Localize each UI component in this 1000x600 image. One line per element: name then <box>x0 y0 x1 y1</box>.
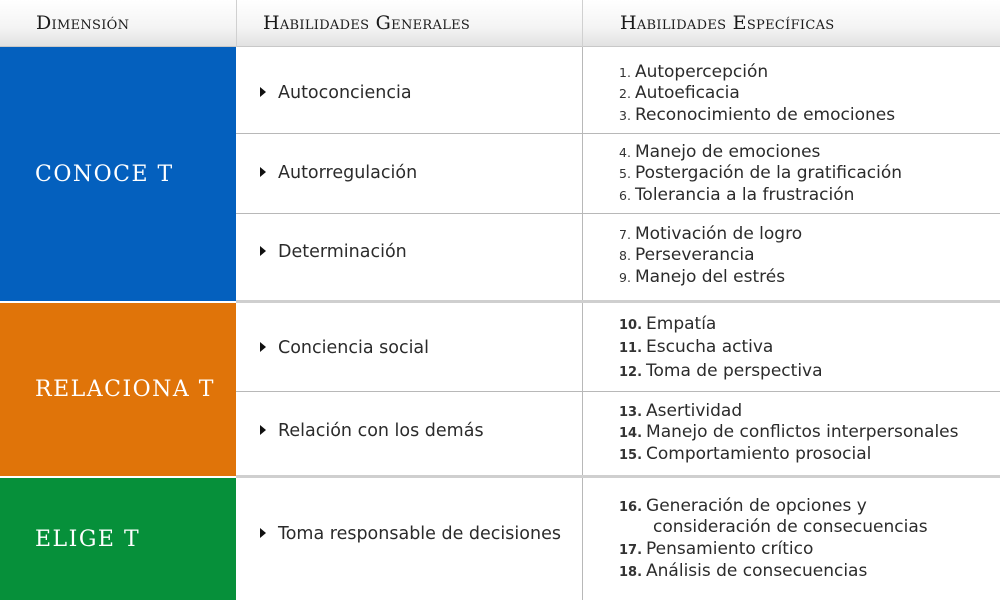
dimension-relaciona-t: RELACIONA T <box>0 303 236 476</box>
specific-skill-item: 4. Manejo de emociones <box>619 142 821 162</box>
column-divider <box>582 47 583 600</box>
dimension-elige-t: ELIGE T <box>0 478 236 600</box>
triangle-bullet-icon <box>260 528 266 538</box>
header-divider <box>236 0 237 47</box>
header-divider <box>582 0 583 47</box>
specific-skill-item: 6. Tolerancia a la frustración <box>619 185 855 205</box>
general-skill-item: Autoconciencia <box>260 81 412 105</box>
header-general-skills: Habilidades Generales <box>263 12 471 34</box>
dimension-conoce-t: CONOCE T <box>0 47 236 301</box>
triangle-bullet-icon <box>260 167 266 177</box>
specific-skill-item: 11. Escucha activa <box>619 337 774 357</box>
triangle-bullet-icon <box>260 425 266 435</box>
group-divider <box>236 300 1000 303</box>
specific-skill-item: 14. Manejo de conflictos interpersonales <box>619 422 959 442</box>
specific-skill-item: 9. Manejo del estrés <box>619 267 786 287</box>
triangle-bullet-icon <box>260 87 266 97</box>
specific-skill-continuation: consideración de consecuencias <box>653 517 928 537</box>
row-divider <box>236 213 1000 214</box>
specific-skill-item: 13. Asertividad <box>619 401 743 421</box>
specific-skill-item: 12. Toma de perspectiva <box>619 361 823 381</box>
group-divider <box>236 475 1000 478</box>
specific-skill-item: 3. Reconocimiento de emociones <box>619 105 896 125</box>
triangle-bullet-icon <box>260 342 266 352</box>
specific-skill-item: 5. Postergación de la gratificación <box>619 163 903 183</box>
specific-skill-item: 15. Comportamiento prosocial <box>619 444 872 464</box>
general-skill-item: Autorregulación <box>260 161 417 185</box>
row-divider <box>236 133 1000 134</box>
triangle-bullet-icon <box>260 246 266 256</box>
specific-skill-item: 8. Perseverancia <box>619 245 755 265</box>
specific-skill-item: 2. Autoeficacia <box>619 83 740 103</box>
table-header <box>0 0 1000 47</box>
header-dimension: Dimensión <box>36 12 130 34</box>
general-skill-item: Toma responsable de decisiones <box>260 522 561 546</box>
general-skill-item: Relación con los demás <box>260 419 484 443</box>
general-skill-item: Conciencia social <box>260 336 429 360</box>
general-skill-item: Determinación <box>260 240 407 264</box>
specific-skill-item: 10. Empatía <box>619 314 717 334</box>
header-specific-skills: Habilidades Específicas <box>620 12 835 34</box>
specific-skill-item: 7. Motivación de logro <box>619 224 803 244</box>
row-divider <box>236 391 1000 392</box>
specific-skill-item: 1. Autopercepción <box>619 62 769 82</box>
specific-skill-item: 17. Pensamiento crítico <box>619 539 814 559</box>
specific-skill-item: 18. Análisis de consecuencias <box>619 561 868 581</box>
specific-skill-item: 16. Generación de opciones y <box>619 496 867 516</box>
